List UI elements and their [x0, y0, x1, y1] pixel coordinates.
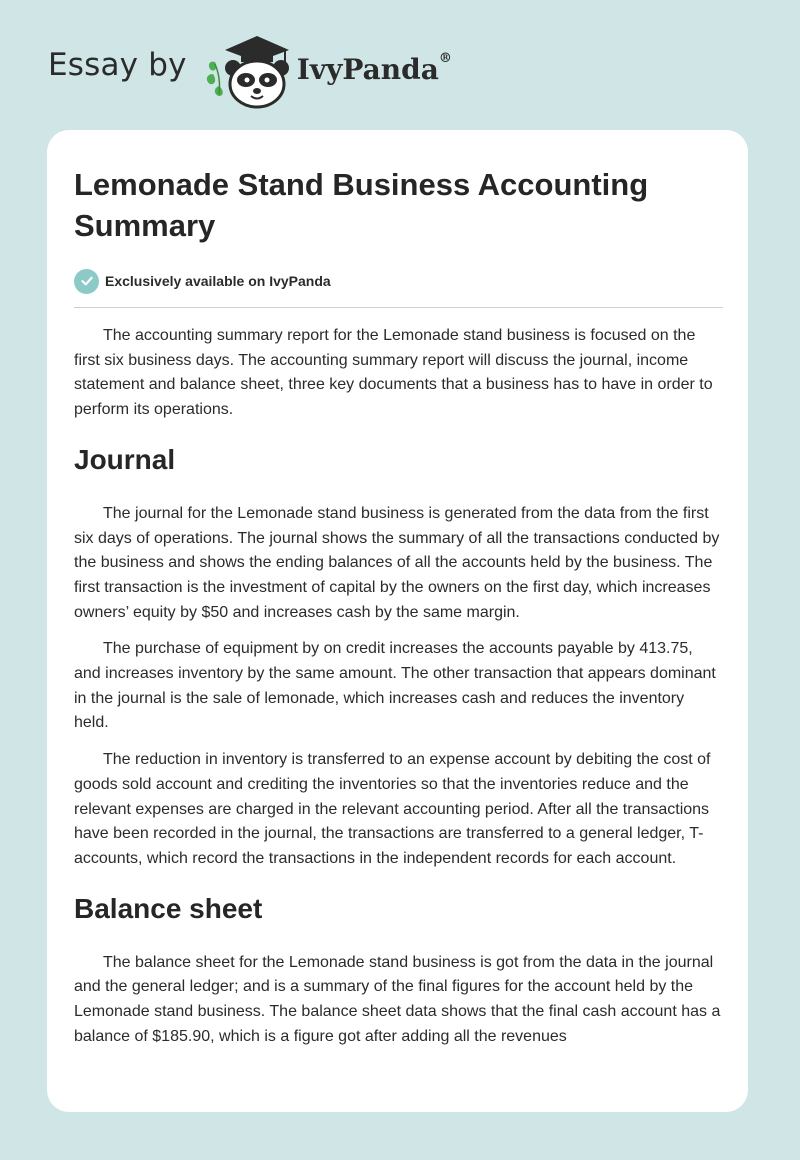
section-heading-balance-sheet: Balance sheet [74, 892, 263, 924]
intro-paragraph: The accounting summary report for the Lemonade stand business is focused on the first six business days. The accounting summary report will discuss the journal, income statement and balance sheet, three key documents that a business has to have in order to perform its operations. [74, 327, 713, 419]
journal-paragraph-1: The journal for the Lemonade stand business is generated from the data from the first six days of operations. The journal shows the summary of all the transactions conducted by the business and shows the ending balances of all the accounts held by the business. The first transaction is the investment of capital by the owners on the first day, which increases owners’ equity by $50 and increases cash by the same margin. [74, 504, 720, 621]
balance-sheet-paragraph-1: The balance sheet for the Lemonade stand business is got from the data in the journal and the general ledger; and is a summary of the final figures for the account held by the Lemonade stand business. The balance sheet data shows that the final cash account has a balance of $185.90, which is a figure got after adding all the revenues [74, 953, 721, 1045]
checkmark-icon [74, 269, 99, 294]
registered-mark: ® [438, 50, 452, 66]
exclusive-text: Exclusively available on IvyPanda [105, 273, 331, 289]
essay-content [74, 164, 723, 1061]
journal-paragraph-3: The reduction in inventory is transferred to an expense account by debiting the cost of goods sold account and crediting the inventories so that the inventories reduce and the relevant expenses are charged in the relevant accounting period. After all the transactions have been recorded in the journal, the transactions are transferred to a general ledger, T-accounts, which record the transactions in the independent records for each account. [74, 751, 711, 867]
ivypanda-panda-logo-icon[interactable] [201, 30, 293, 110]
brand-name[interactable] [296, 50, 452, 86]
divider [74, 307, 723, 308]
site-header [48, 30, 648, 110]
brand-text: IvyPanda [296, 52, 439, 86]
essay-card [47, 130, 748, 1112]
essay-title: Lemonade Stand Business Accounting Summary [74, 167, 649, 243]
essay-by-label: Essay by [48, 47, 187, 83]
journal-paragraph-2: The purchase of equipment by on credit increases the accounts payable by 413.75, and increases inventory by the same amount. The other transaction that appears dominant in the journal is the sale of lemonade, which increases cash and reduces the inventory held. [74, 640, 716, 732]
exclusive-badge [74, 268, 723, 294]
section-heading-journal: Journal [74, 443, 176, 475]
